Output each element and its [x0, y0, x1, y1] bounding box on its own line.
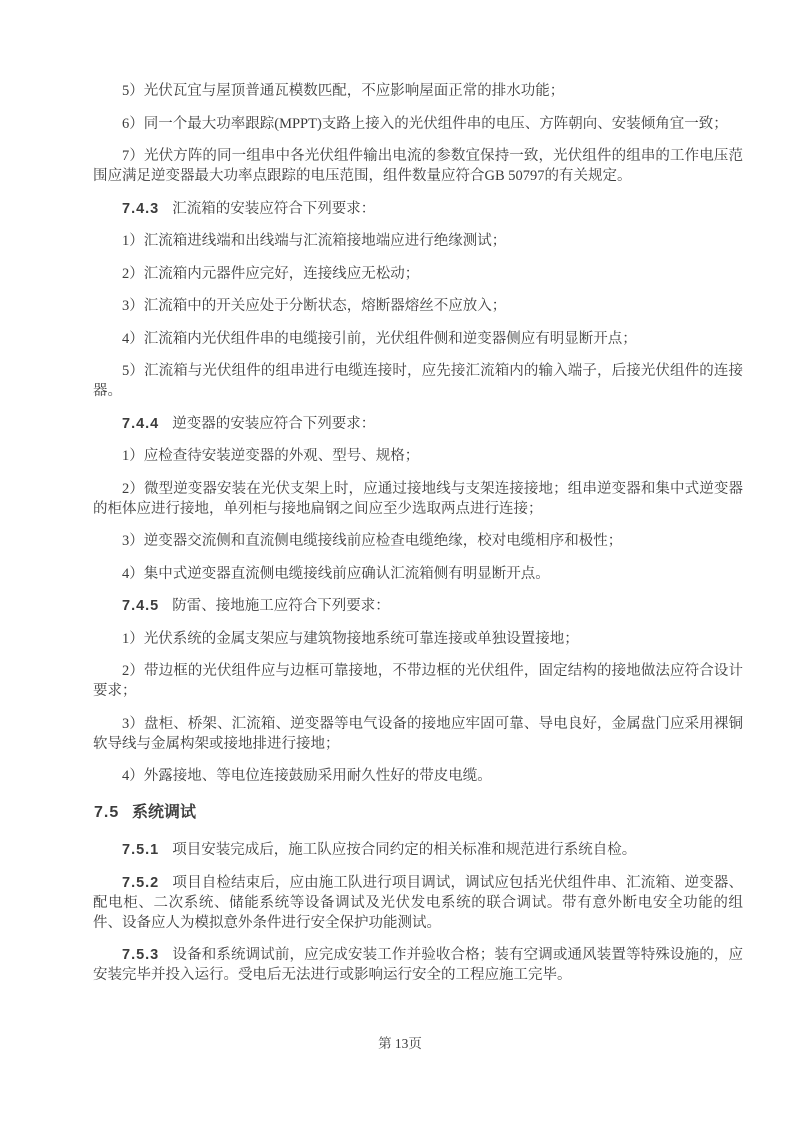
section-heading — [93, 803, 743, 823]
clause-paragraph — [93, 840, 743, 860]
clause-number: 7.4.5 — [122, 598, 160, 614]
list-item-paragraph: 4）外露接地、等电位连接鼓励采用耐久性好的带皮电缆。 — [122, 768, 492, 784]
clause-paragraph — [93, 873, 743, 933]
list-item-paragraph: 5）光伏瓦宜与屋顶普通瓦模数匹配，不应影响屋面正常的排水功能； — [122, 83, 565, 99]
list-item-paragraph: 2）微型逆变器安装在光伏支架上时，应通过接地线与支架连接接地；组串逆变器和集中式逆变器的柜体应进行接地，单列柜与接地扁钢之间应至少选取两点进行连接； — [93, 480, 743, 517]
clause-paragraph — [93, 945, 743, 985]
clause-number: 7.5.2 — [122, 874, 160, 891]
list-item-paragraph: 2）汇流箱内元器件应完好，连接线应无松动； — [122, 265, 420, 282]
list-item-paragraph: 4）汇流箱内光伏组件串的电缆接引前，光伏组件侧和逆变器侧应有明显断开点； — [122, 330, 637, 347]
clause-paragraph — [93, 414, 743, 434]
clause-text: 防雷、接地施工应符合下列要求： — [172, 598, 390, 614]
clause-text: 项目安装完成后，施工队应按合同约定的相关标准和规范进行系统自检。 — [172, 842, 637, 858]
list-item-paragraph: 3）盘柜、桥架、汇流箱、逆变器等电气设备的接地应牢固可靠、导电良好，金属盘门应采用裸铜软导线与金属构架或接地排进行接地； — [93, 715, 743, 752]
list-item-paragraph: 3）汇流箱中的开关应处于分断状态，熔断器熔丝不应放入； — [122, 298, 507, 314]
list-item-paragraph: 1）汇流箱进线端和出线端与汇流箱接地端应进行绝缘测试； — [122, 233, 507, 249]
clause-text: 设备和系统调试前，应完成安装工作并验收合格；装有空调或通风装置等特殊设施的，应安装完毕并投入运行。受电后无法进行或影响运行安全的工程应施工完毕。 — [93, 947, 743, 983]
clause-number: 7.5 — [94, 804, 120, 821]
document-body — [93, 81, 743, 998]
list-item-paragraph: 3）逆变器交流侧和直流侧电缆接线前应检查电缆绝缘，校对电缆相序和极性； — [122, 533, 623, 549]
list-item-paragraph: 1）应检查待安装逆变器的外观、型号、规格； — [122, 448, 420, 464]
clause-text: 系统调试 — [132, 804, 197, 821]
clause-number: 7.5.1 — [122, 842, 160, 858]
clause-number: 7.4.3 — [122, 200, 160, 217]
clause-text: 汇流箱的安装应符合下列要求： — [172, 200, 376, 217]
list-item-paragraph: 1）光伏系统的金属支架应与建筑物接地系统可靠连接或单独设置接地； — [122, 630, 579, 647]
list-item-paragraph: 4）集中式逆变器直流侧电缆接线前应确认汇流箱侧有明显断开点。 — [122, 565, 550, 582]
list-item-paragraph: 6）同一个最大功率跟踪(MPPT)支路上接入的光伏组件串的电压、方阵朝向、安装倾角宜一致； — [122, 115, 728, 132]
clause-paragraph — [93, 596, 743, 616]
clause-text: 逆变器的安装应符合下列要求： — [172, 415, 376, 432]
list-item-paragraph: 5）汇流箱与光伏组件的组串进行电缆连接时，应先接汇流箱内的输入端子，后接光伏组件的连接器。 — [93, 363, 743, 399]
clause-paragraph — [93, 199, 743, 219]
clause-number: 7.4.4 — [122, 415, 160, 432]
clause-number: 7.5.3 — [122, 947, 160, 963]
page-number: 第 13页 — [378, 1036, 422, 1051]
list-item-paragraph: 7）光伏方阵的同一组串中各光伏组件输出电流的参数宜保持一致，光伏组件的组串的工作电压范围应满足逆变器最大功率点跟踪的电压范围，组件数量应符合GB 50797的有关规定。 — [93, 148, 743, 184]
list-item-paragraph: 2）带边框的光伏组件应与边框可靠接地，不带边框的光伏组件，固定结构的接地做法应符合设计要求； — [93, 663, 743, 699]
clause-text: 项目自检结束后，应由施工队进行项目调试，调试应包括光伏组件串、汇流箱、逆变器、配电柜、二次系统、储能系统等设备调试及光伏发电系统的联合调试。带有意外断电安全功能的组件、设备应人为模拟意外条件进行安全保护功能测试。 — [93, 874, 743, 931]
